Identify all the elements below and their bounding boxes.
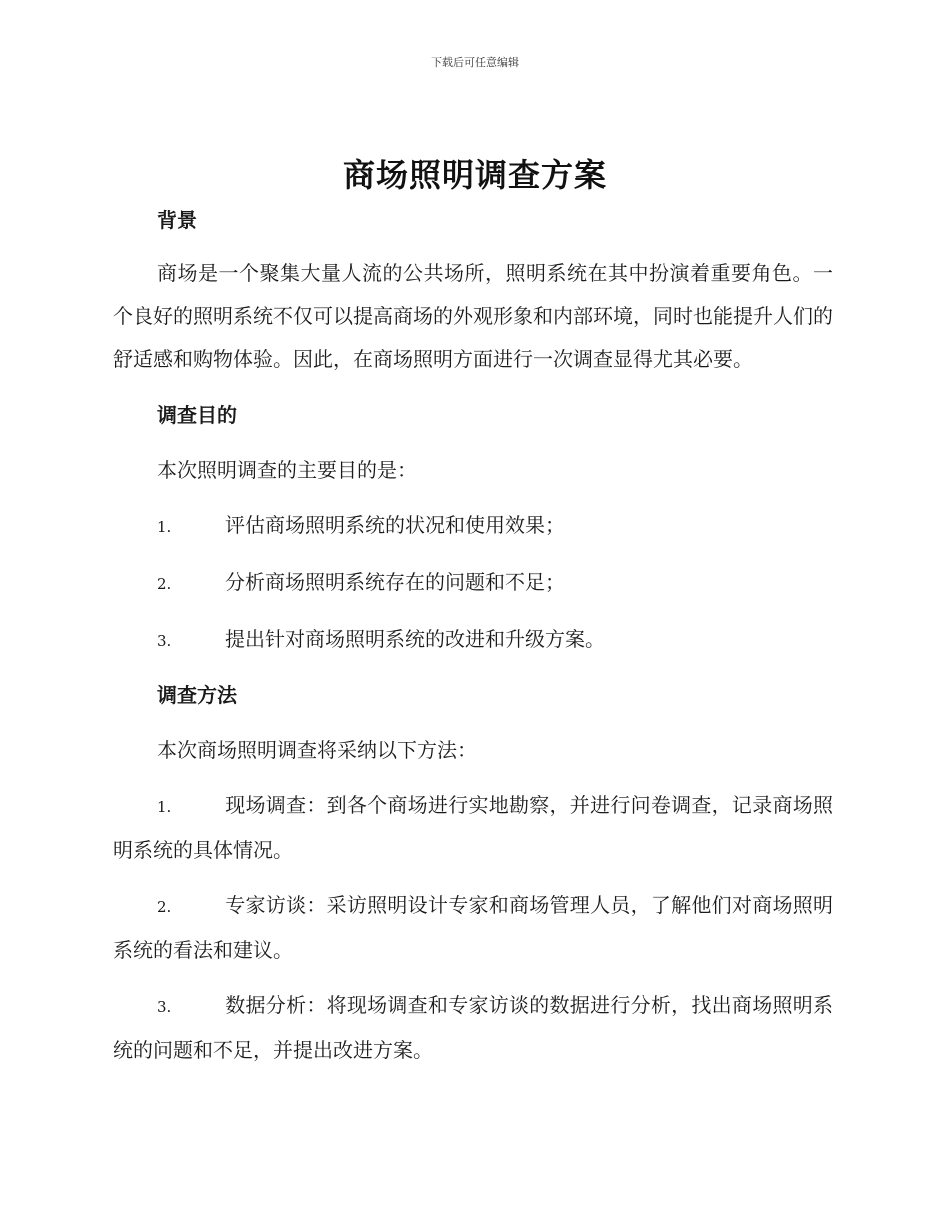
- background-paragraph: 商场是一个聚集大量人流的公共场所，照明系统在其中扮演着重要角色。一个良好的照明系统不仅可以提高商场的外观形象和内部环境，同时也能提升人们的舒适感和购物体验。因此，在商场照明方面进行一次调查显得尤其必要。: [113, 261, 833, 371]
- section-heading-method: 调查方法: [157, 683, 237, 707]
- list-number: 2.: [157, 575, 172, 593]
- section-heading-background: 背景: [157, 208, 197, 232]
- header-note: 下载后可任意编辑: [431, 56, 519, 69]
- method-item: [113, 784, 833, 872]
- document-body: [113, 200, 833, 1072]
- list-number: 3.: [157, 998, 172, 1016]
- method-intro: 本次商场照明调查将采纳以下方法：: [157, 738, 477, 762]
- purpose-item: [113, 504, 833, 549]
- list-number: 2.: [157, 898, 172, 916]
- document-title: 商场照明调查方案: [342, 156, 607, 194]
- list-number: 1.: [157, 798, 172, 816]
- method-item: [113, 884, 833, 972]
- method-item: [113, 984, 833, 1072]
- list-text: 专家访谈：采访照明设计专家和商场管理人员，了解他们对商场照明系统的看法和建议。: [113, 893, 833, 962]
- list-text: 现场调查：到各个商场进行实地勘察，并进行问卷调查，记录商场照明系统的具体情况。: [113, 793, 833, 862]
- purpose-item: [113, 618, 833, 663]
- list-number: 3.: [157, 632, 172, 650]
- list-text: 分析商场照明系统存在的问题和不足；: [225, 570, 565, 594]
- list-text: 评估商场照明系统的状况和使用效果；: [225, 513, 565, 537]
- section-heading-purpose: 调查目的: [157, 403, 237, 427]
- list-text: 提出针对商场照明系统的改进和升级方案。: [225, 627, 605, 651]
- list-text: 数据分析：将现场调查和专家访谈的数据进行分析，找出商场照明系统的问题和不足，并提出改进方案。: [113, 993, 833, 1062]
- purpose-intro: 本次照明调查的主要目的是：: [157, 458, 417, 482]
- purpose-item: [113, 561, 833, 606]
- list-number: 1.: [157, 518, 172, 536]
